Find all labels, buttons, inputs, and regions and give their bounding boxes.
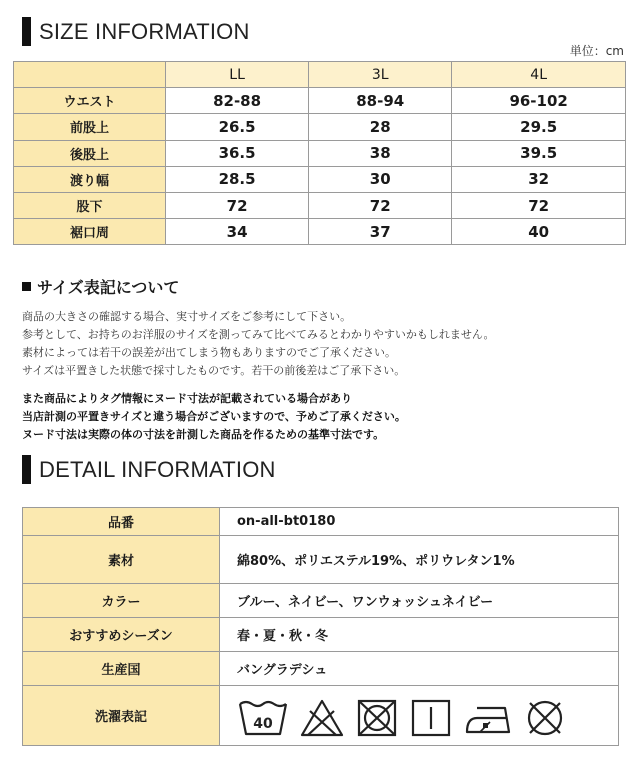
table-row [23, 536, 619, 584]
care-icons [237, 694, 618, 738]
cell-value: 72 [166, 192, 309, 218]
detail-value: 綿80%、ポリエステル19%、ポリウレタン1% [220, 536, 619, 584]
no-tumble-dry-icon [355, 698, 399, 738]
size-title-text: SIZE INFORMATION [39, 18, 250, 44]
row-label: 前股上 [14, 114, 166, 140]
table-row [23, 508, 619, 536]
no-bleach-icon [299, 698, 345, 738]
row-label: 渡り幅 [14, 166, 166, 192]
cell-value: 39.5 [452, 140, 626, 166]
title-bar-marker [22, 455, 31, 484]
cell-value: 29.5 [452, 114, 626, 140]
size-corner-cell [14, 62, 166, 88]
wash-temp-label: 40 [253, 715, 273, 732]
row-label: 後股上 [14, 140, 166, 166]
size-col-ll: LL [166, 62, 309, 88]
table-row [14, 88, 626, 114]
table-row [14, 166, 626, 192]
detail-label: 生産国 [23, 652, 220, 686]
detail-value: on-all-bt0180 [220, 508, 619, 536]
notes-line: 素材によっては若干の誤差が出てしまう物もありますのでご了承ください。 [22, 346, 396, 359]
unit-label: 単位：cm [569, 44, 624, 58]
cell-value: 96-102 [452, 88, 626, 114]
notes-line: 商品の大きさの確認する場合、実寸サイズをご参考にして下さい。 [22, 310, 352, 323]
notes-line: 参考として、お持ちのお洋服のサイズを測ってみて比べてみるとわかりやすいかもしれません。 [22, 328, 495, 341]
notes-heading-text: サイズ表記について [37, 278, 180, 297]
size-header-row [14, 62, 626, 88]
cell-value: 32 [452, 166, 626, 192]
detail-title-text: DETAIL INFORMATION [39, 456, 276, 482]
square-bullet-icon [22, 282, 31, 291]
size-section-title [22, 17, 250, 46]
table-row [14, 219, 626, 245]
size-notes [22, 275, 622, 444]
care-icons-cell [220, 686, 619, 746]
row-label: ウエスト [14, 88, 166, 114]
detail-table [22, 507, 619, 746]
table-row [23, 584, 619, 618]
cell-value: 40 [452, 219, 626, 245]
wash-40-icon [237, 698, 289, 738]
row-label: 股下 [14, 192, 166, 218]
table-row [14, 114, 626, 140]
notes-bold-line: 当店計測の平置きサイズと違う場合がございますので、予めご了承ください。 [22, 410, 406, 423]
notes-bold-line: また商品によりタグ情報にヌード寸法が記載されている場合があり [22, 392, 352, 405]
table-row [14, 192, 626, 218]
detail-label: 素材 [23, 536, 220, 584]
row-label: 裾口周 [14, 219, 166, 245]
care-label: 洗濯表記 [23, 686, 220, 746]
notes-heading [22, 275, 622, 298]
table-row [23, 618, 619, 652]
cell-value: 28.5 [166, 166, 309, 192]
table-row [23, 686, 619, 746]
no-dry-clean-icon [523, 698, 567, 738]
notes-bold-line: ヌード寸法は実際の体の寸法を計測した商品を作るための基準寸法です。 [22, 428, 385, 441]
line-dry-icon [409, 698, 453, 738]
cell-value: 88-94 [309, 88, 452, 114]
detail-value: 春・夏・秋・冬 [220, 618, 619, 652]
notes-bold-block [22, 390, 622, 444]
detail-value: バングラデシュ [220, 652, 619, 686]
table-row [14, 140, 626, 166]
size-table [13, 61, 626, 245]
detail-section-title [22, 455, 276, 484]
size-col-4l: 4L [452, 62, 626, 88]
cell-value: 72 [309, 192, 452, 218]
iron-low-icon [463, 698, 513, 738]
cell-value: 38 [309, 140, 452, 166]
title-bar-marker [22, 17, 31, 46]
table-row [23, 652, 619, 686]
notes-line: サイズは平置きした状態で採寸したものです。若干の前後差はご了承下さい。 [22, 364, 406, 377]
detail-label: カラー [23, 584, 220, 618]
size-col-3l: 3L [309, 62, 452, 88]
cell-value: 36.5 [166, 140, 309, 166]
cell-value: 34 [166, 219, 309, 245]
detail-value: ブルー、ネイビー、ワンウォッシュネイビー [220, 584, 619, 618]
cell-value: 28 [309, 114, 452, 140]
cell-value: 72 [452, 192, 626, 218]
detail-label: おすすめシーズン [23, 618, 220, 652]
cell-value: 26.5 [166, 114, 309, 140]
detail-label: 品番 [23, 508, 220, 536]
cell-value: 82-88 [166, 88, 309, 114]
cell-value: 37 [309, 219, 452, 245]
cell-value: 30 [309, 166, 452, 192]
